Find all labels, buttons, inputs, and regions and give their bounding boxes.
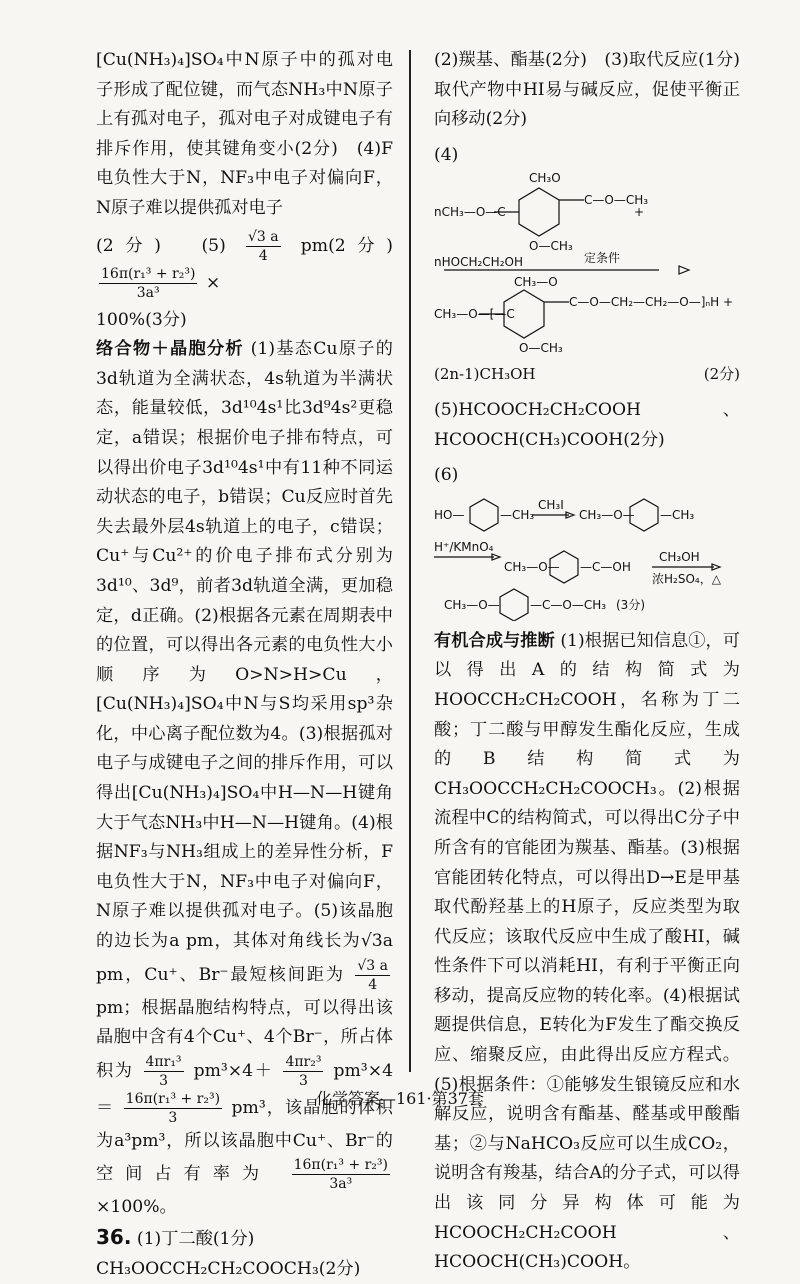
text: pm³×4＝ (96, 1060, 394, 1118)
svg-text:—CH₃: —CH₃ (500, 507, 535, 522)
page-footer: 化学答案—161·第37套 (316, 1089, 484, 1108)
reagent: CH₃I (538, 497, 564, 512)
svg-text:—C—OH: —C—OH (580, 559, 631, 574)
denominator: 3 (159, 1072, 168, 1089)
text: (1)根据已知信息①，可以得出A的结构简式为HOOCCH₂CH₂COOH，名称为丁二酸；丁二酸与甲醇发生酯化反应，生成的B结构简式为CH₃OOCCH₂CH₂COOCH₃。(2)根据流程中C的结构简式，可以得出C分子中所含有的官能团为羰基、酯基。(3)根据官能团转化特点，可以得出D→E是甲基取代酚羟基上的H原子，反应类型为取代反应；该取代反应中生成了酸HI，碱性条件下可以消耗HI，有利于平衡正向移动，提高反应物的转化率。(4)根据试题提供信息，E转化为F发生了酯交换反应、缩聚反应，由此得出反应方程式。(5)根据条件：①能够发生银镜反应和水解反应，说明含有酯基、醛基或甲酸酯基；②与NaHCO₃反应可以生成CO₂，说明含有羧基，结合A的分子式，可以得出该同分异构体可能为HCOOCH₂CH₂COOH、HCOOCH(CH₃)COOH。 (434, 630, 740, 1273)
reaction-6 (434, 461, 740, 621)
svg-text:O—CH₃: O—CH₃ (529, 239, 573, 254)
svg-text:CH₃—O—: CH₃—O— (504, 559, 560, 574)
question-number: 36. (96, 1225, 132, 1249)
condition: 定条件 (584, 251, 621, 266)
text: CH₃OOCCH₂CH₂COOCH₃(2分) (96, 1258, 361, 1279)
text: 100%(3分) (96, 309, 187, 330)
text: (2)羰基、酯基(2分) (3)取代反应(1分) 取代产物中HI易与碱反应，促使平衡正向移动(2分) (434, 50, 758, 130)
numerator: 4πr₂³ (285, 1053, 322, 1070)
paragraph (434, 627, 740, 1278)
text: (1)丁二酸(1分) (136, 1229, 255, 1249)
fraction (283, 1053, 323, 1090)
text: (2分) (5) (96, 235, 226, 256)
paragraph (96, 306, 393, 336)
paragraph (96, 1255, 393, 1284)
svg-text:+: + (634, 205, 645, 220)
svg-text:C—O—CH₂—CH₂—O—]ₙH +: C—O—CH₂—CH₂—O—]ₙH + (569, 295, 734, 310)
section-label: 有机合成与推断 (434, 630, 555, 651)
paragraph (434, 46, 758, 135)
text: (1)基态Cu原子的3d轨道为全满状态，4s轨道为半满状态，能量较低，3d¹⁰4s¹比3d⁹4s²更稳定，a错误；根据价电子排布特点，可以得出价电子3d¹⁰4s¹中有11种不同运动状态的电子，b错误；Cu反应时首先失去最外层4s轨道上的电子，c错误；Cu⁺与Cu²⁺的价电子排布式分别为3d¹⁰、3d⁹，前者3d轨道全满，更加稳定，d正确。(2)根据各元素在周期表中的位置，可以得出各元素的电负性大小顺序为O>N>H>Cu，[Cu(NH₃)₄]SO₄中N与S均采用sp³杂化，中心离子配位数为4。(3)根据孤对电子与成键电子之间的排斥作用，可以得出[Cu(NH₃)₄]SO₄中H—N—H键角大于气态NH₃中H—N—H键角。(4)根据NF₃与NH₃组成上的差异性分析，F电负性大于N，NF₃中电子对偏向F，N原子难以提供孤对电子。(5)该晶胞的边长为a pm，其体对角线长为√3a pm，Cu⁺、Br⁻最短核间距为 (96, 339, 393, 985)
denominator: 3a³ (329, 1176, 353, 1193)
svg-text:CH₃—O—: CH₃—O— (444, 597, 500, 612)
fraction (144, 1053, 184, 1090)
denominator: 4 (258, 247, 268, 264)
reagent: H⁺/KMnO₄ (434, 539, 494, 554)
fraction (292, 1156, 390, 1193)
fraction (99, 265, 197, 302)
numerator: √3 a (357, 957, 388, 974)
condition: 浓H₂SO₄，△ (652, 571, 721, 586)
denominator: 4 (368, 976, 378, 993)
label: (4) (434, 144, 459, 165)
text: ×100%。 (96, 1197, 177, 1218)
paragraph (434, 396, 740, 455)
numerator: √3 a (247, 228, 279, 245)
svg-text:C—O—CH₃: C—O—CH₃ (584, 193, 649, 208)
text: (5)HCOOCH₂CH₂COOH、HCOOCH(CH₃)COOH(2分) (434, 399, 740, 450)
svg-text:CH₃—O—: CH₃—O— (579, 507, 635, 522)
svg-text:—C—O—CH₃: —C—O—CH₃ (530, 597, 607, 612)
reaction-4 (434, 141, 740, 390)
fraction (355, 957, 390, 994)
text: pm³×4＋ (193, 1060, 274, 1081)
svg-text:CH₃—O: CH₃—O (514, 275, 558, 290)
denominator: 3 (298, 1072, 308, 1089)
reaction-scheme-4 (434, 170, 734, 360)
text: pm³，该晶胞的体积为a³pm³，所以该晶胞中Cu⁺、Br⁻的空间占有率为 (96, 1097, 393, 1185)
numerator: 4πr₁³ (145, 1053, 182, 1070)
svg-text:—CH₃: —CH₃ (660, 507, 695, 522)
score: (2分) (703, 365, 740, 384)
reagent: CH₃OH (659, 549, 700, 564)
svg-text:HO—: HO— (434, 507, 465, 522)
numerator: 16π(r₁³ + r₂³) (101, 265, 196, 282)
column-divider (409, 50, 411, 1072)
reaction-scheme-6 (434, 491, 734, 621)
fraction (246, 228, 281, 265)
paragraph (96, 46, 393, 224)
score: (3分) (616, 597, 645, 612)
svg-text:CH₃—O—[—C: CH₃—O—[—C (434, 307, 515, 322)
numerator: 16π(r₁³ + r₂³) (125, 1090, 221, 1107)
text: × (205, 272, 221, 293)
denominator: 3a³ (136, 284, 160, 301)
text: [Cu(NH₃)₄]SO₄中N原子中的孤对电子形成了配位键，而气态NH₃中N原子上有孤对电子，孤对电子对成键电子有排斥作用，使其键角变小(2分) (4)F电负性大于N，NF₃中电子对偏向F，N原子难以提供孤对电子 (96, 50, 393, 218)
numerator: 16π(r₁³ + r₂³) (293, 1157, 388, 1174)
label: (6) (434, 465, 459, 486)
section-label: 络合物＋晶胞分析 (96, 339, 244, 360)
svg-text:O—CH₃: O—CH₃ (519, 341, 563, 356)
denominator: 3 (168, 1109, 178, 1126)
formula-line (96, 228, 393, 302)
svg-text:CH₃O: CH₃O (529, 171, 561, 186)
question-36 (96, 1223, 393, 1255)
text: pm(2分) (300, 235, 393, 256)
text: pm；根据晶胞结构特点，可以得出该晶胞中含有4个Cu⁺、4个Br⁻，所占体积为 (96, 997, 393, 1081)
byproduct: (2n-1)CH₃OH (434, 365, 536, 384)
reagent: nHOCH₂CH₂OH (434, 255, 523, 270)
svg-text:nCH₃—O—C: nCH₃—O—C (434, 205, 506, 220)
